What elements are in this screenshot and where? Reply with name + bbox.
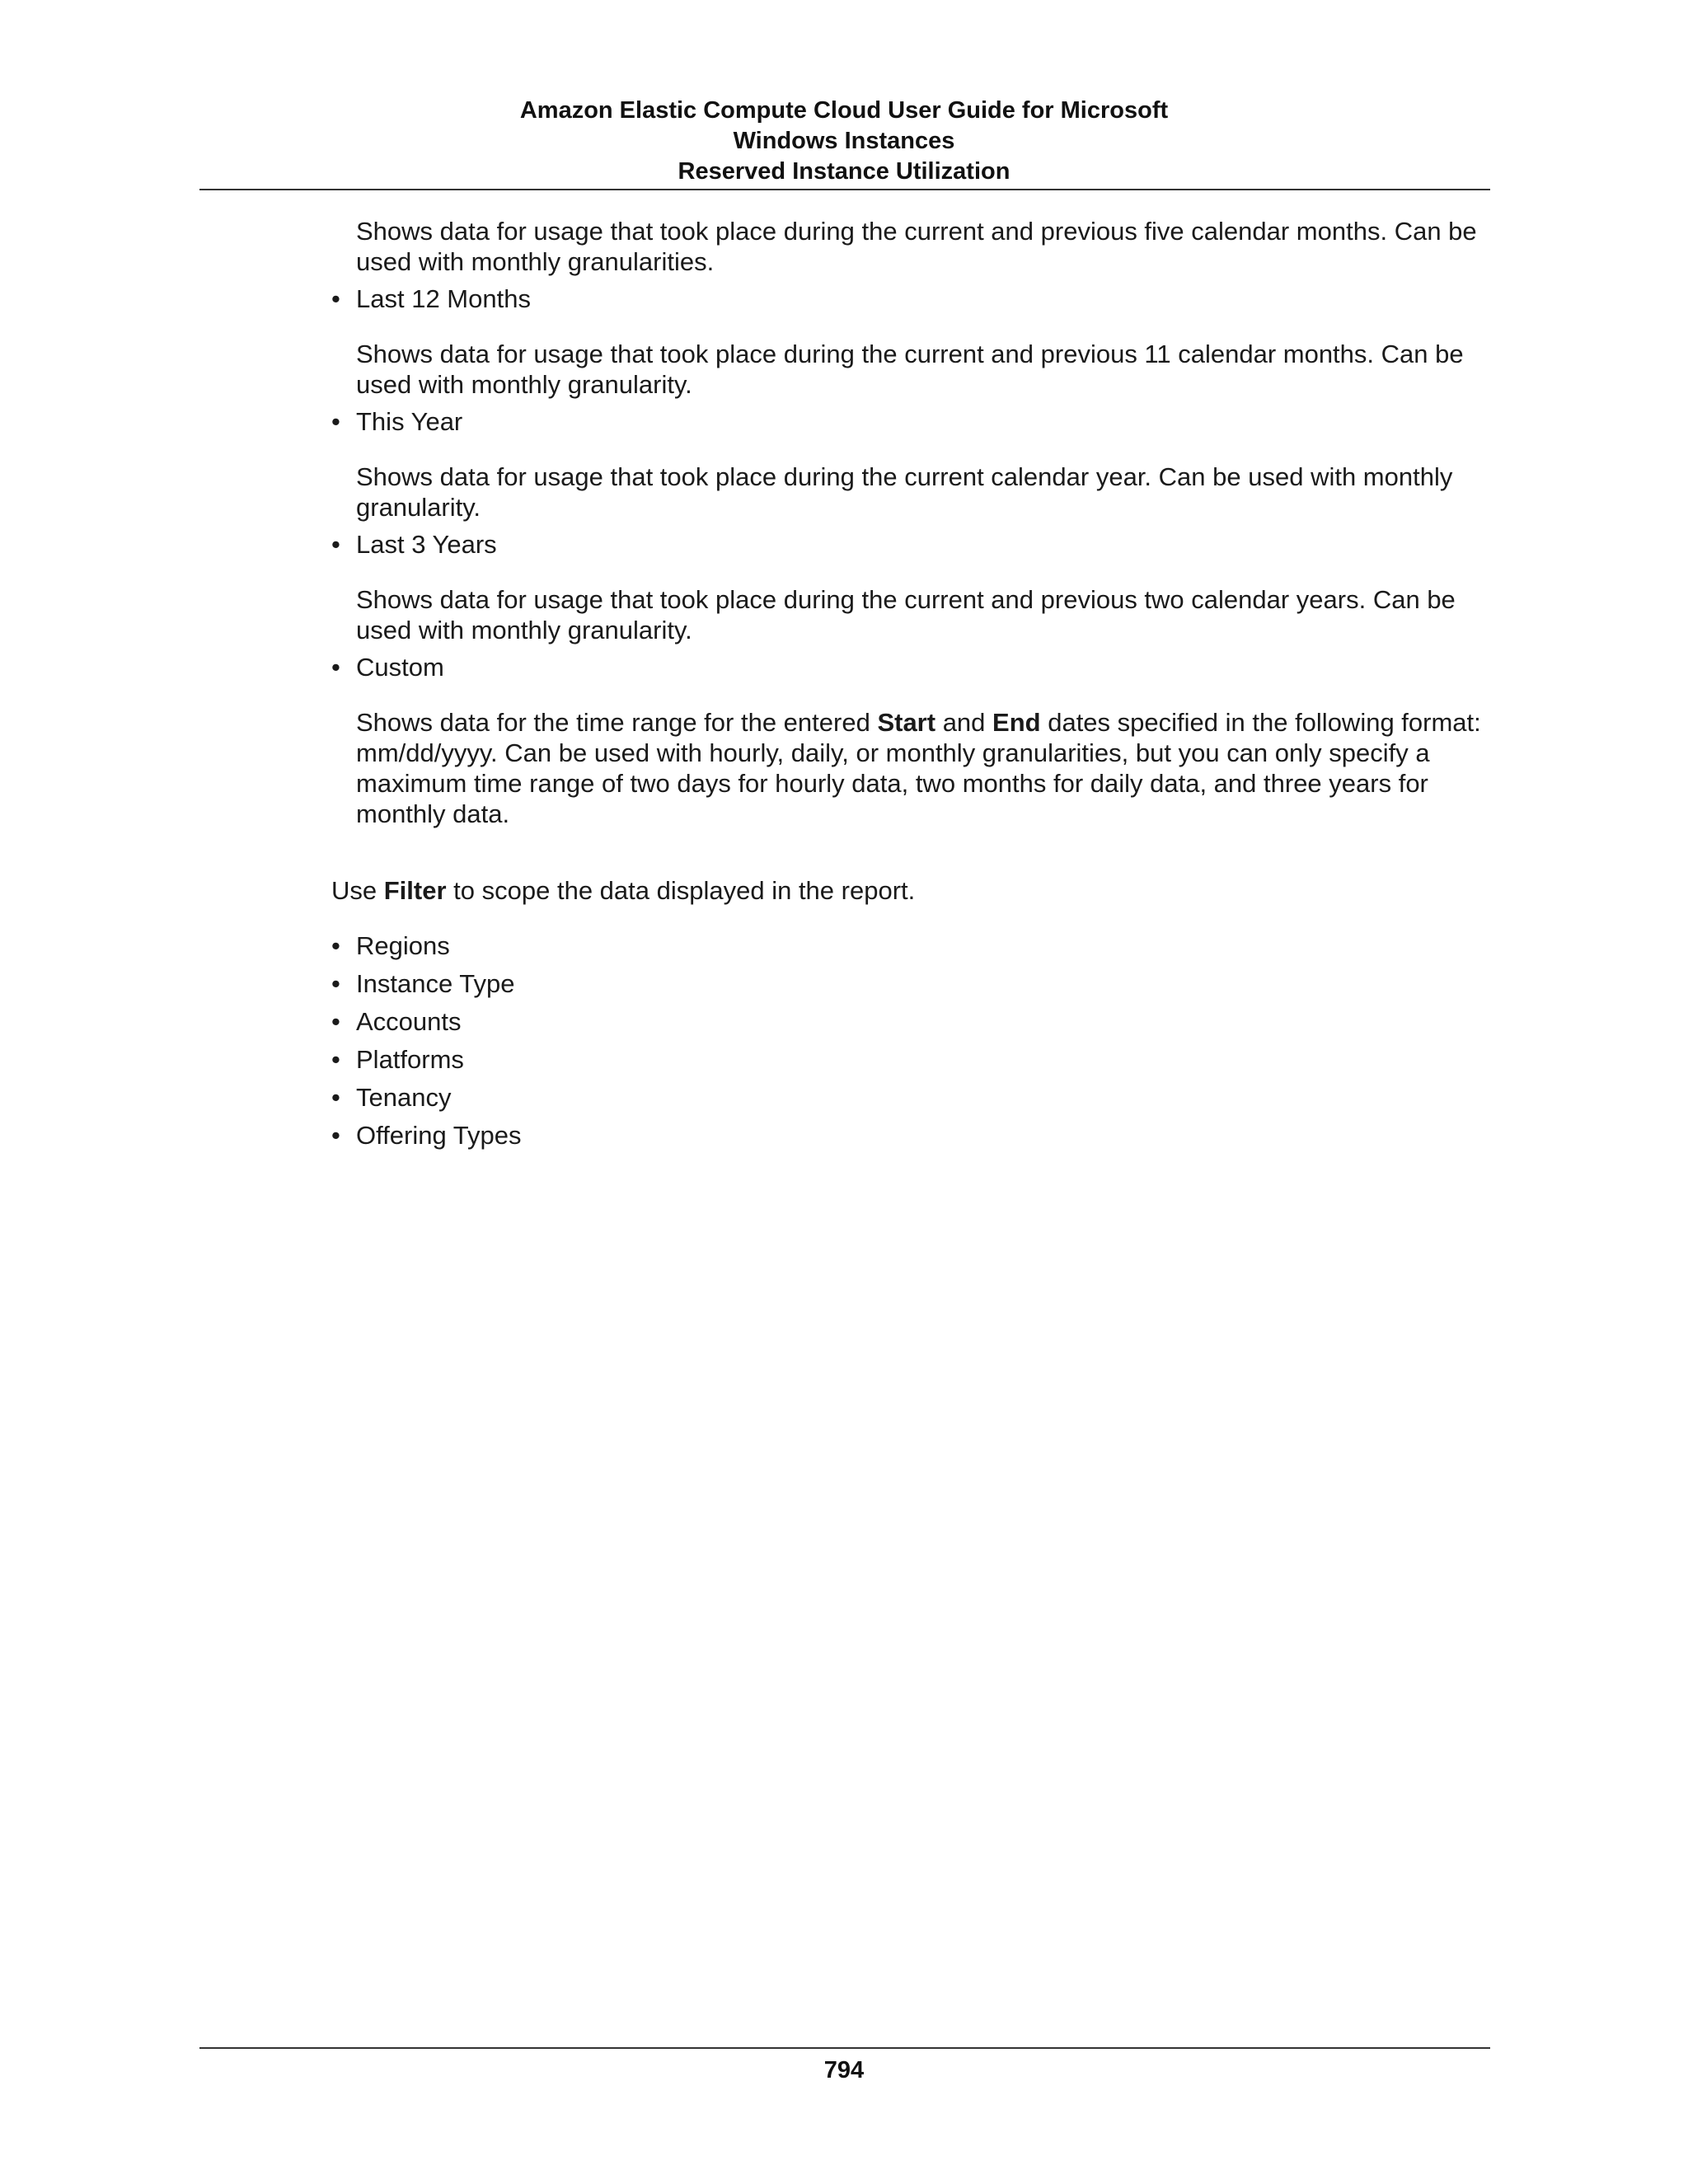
filter-item-accounts [331, 1006, 1502, 1037]
filter-item-label: Instance Type [356, 969, 515, 998]
footer-divider [199, 2047, 1490, 2049]
header-section-title: Reserved Instance Utilization [678, 158, 1010, 185]
last-12-months-description: Shows data for usage that took place during the current and previous 11 calendar months. Can be used with monthly granularity. [356, 340, 1464, 399]
filter-list [331, 930, 1502, 1151]
main-content [331, 216, 1502, 1158]
header-divider [199, 189, 1490, 190]
list-item-label: Last 3 Years [356, 530, 497, 559]
list-item-last-3-years [331, 529, 1502, 560]
list-item-label: Last 12 Months [356, 284, 531, 313]
start-term: Start [877, 708, 936, 737]
filter-item-platforms [331, 1044, 1502, 1075]
list-item-custom [331, 652, 1502, 682]
end-term: End [992, 708, 1041, 737]
filter-paragraph [331, 875, 1502, 906]
bullet-icon: • [331, 284, 340, 313]
filter-item-label: Tenancy [356, 1083, 452, 1112]
custom-desc-part3: dates specified in the following format: mm/dd/yyyy. Can be used with hourly, daily, or monthly granularities, but you can only specify a maximum time range of two days for hourly data, two months for daily data, and three years for monthly data. [356, 708, 1481, 828]
list-item-label: Custom [356, 653, 444, 682]
bullet-icon: • [331, 1007, 340, 1036]
filter-item-label: Accounts [356, 1007, 462, 1036]
custom-desc-part2: and [935, 708, 993, 737]
filter-item-offering-types [331, 1120, 1502, 1151]
list-item-last-12-months [331, 284, 1502, 314]
bullet-icon: • [331, 931, 340, 960]
page-header [0, 96, 1688, 187]
custom-desc-part1: Shows data for the time range for the entered [356, 708, 878, 737]
filter-term: Filter [383, 876, 447, 905]
last-3-years-description: Shows data for usage that took place during the current and previous two calendar years. Can be used with monthly granularity. [356, 585, 1456, 644]
filter-text-part2: to scope the data displayed in the report. [446, 876, 916, 905]
filter-item-tenancy [331, 1082, 1502, 1113]
filter-item-label: Offering Types [356, 1121, 522, 1150]
list-item-label: This Year [356, 407, 463, 436]
filter-text-part1: Use [331, 876, 384, 905]
header-title-line-1: Amazon Elastic Compute Cloud User Guide for Microsoft [519, 97, 1169, 124]
bullet-icon: • [331, 1083, 340, 1112]
filter-item-label: Platforms [356, 1045, 464, 1074]
filter-item-instance-type [331, 968, 1502, 999]
page-number: 794 [823, 2057, 865, 2083]
bullet-icon: • [331, 530, 340, 559]
custom-description [356, 707, 1493, 829]
bullet-icon: • [331, 653, 340, 682]
bullet-icon: • [331, 969, 340, 998]
bullet-icon: • [331, 407, 340, 436]
filter-item-regions [331, 930, 1502, 961]
header-title-line-2: Windows Instances [733, 128, 955, 154]
filter-item-label: Regions [356, 931, 450, 960]
list-item-this-year [331, 406, 1502, 437]
bullet-icon: • [331, 1121, 340, 1150]
last-6-months-description: Shows data for usage that took place during the current and previous five calendar months. Can be used with monthly granularities. [356, 217, 1477, 276]
bullet-icon: • [331, 1045, 340, 1074]
this-year-description: Shows data for usage that took place during the current calendar year. Can be used with monthly granularity. [356, 462, 1453, 522]
